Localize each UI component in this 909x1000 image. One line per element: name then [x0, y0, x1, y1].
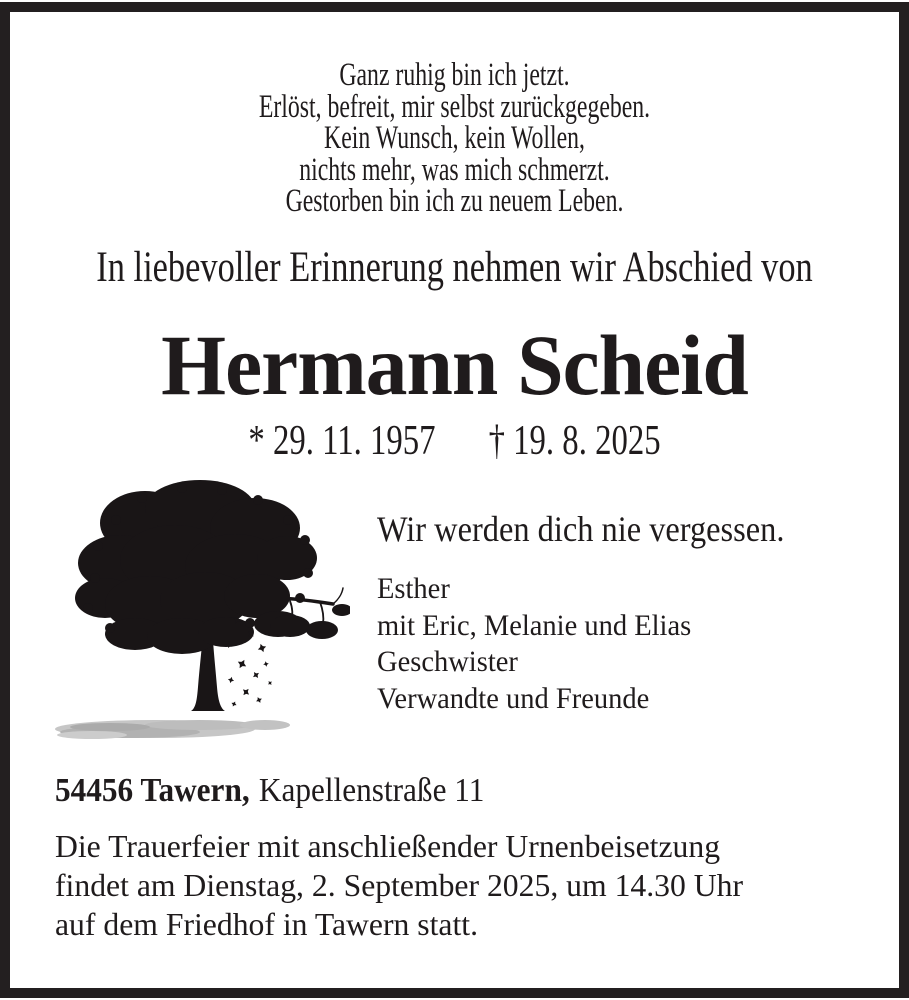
- address-city: 54456 Tawern,: [55, 772, 250, 809]
- funeral-info-line: findet am Dienstag, 2. September 2025, um 14.30 Uhr: [55, 867, 744, 903]
- funeral-info-line: Die Trauerfeier mit anschließender Urnenbeisetzung: [55, 828, 721, 864]
- poem-line: Gestorben bin ich zu neuem Leben.: [285, 183, 624, 219]
- funeral-info-line: auf dem Friedhof in Tawern statt.: [55, 906, 479, 942]
- tree-illustration: [50, 478, 350, 748]
- ground-shadow: [55, 720, 290, 739]
- tribute-line: Wir werden dich nie vergessen.: [377, 509, 785, 549]
- address-street: Kapellenstraße 11: [258, 772, 485, 809]
- deceased-name: Hermann Scheid: [161, 317, 748, 413]
- funeral-info: [55, 827, 743, 944]
- poem-line: Ganz ruhig bin ich jetzt.: [339, 57, 570, 93]
- address-line: [55, 774, 484, 808]
- memorial-poem: [127, 57, 781, 219]
- mourner-line: Esther: [377, 572, 450, 605]
- life-dates: [100, 420, 809, 462]
- tree-canopy: [75, 480, 350, 654]
- death-date: † 19. 8. 2025: [488, 418, 661, 464]
- poem-line: Kein Wunsch, kein Wollen,: [324, 120, 585, 156]
- mourner-line: Verwandte und Freunde: [377, 681, 650, 715]
- mourner-line: mit Eric, Melanie und Elias: [377, 608, 692, 642]
- farewell-intro-line: In liebevoller Erinnerung nehmen wir Abschied von: [96, 244, 813, 291]
- poem-line: nichts mehr, was mich schmerzt.: [299, 151, 610, 188]
- mourner-line: Geschwister: [377, 645, 518, 678]
- birth-date: * 29. 11. 1957: [248, 418, 436, 464]
- mourners-list: [377, 571, 691, 717]
- poem-line: Erlöst, befreit, mir selbst zurückgegeben.: [258, 88, 651, 125]
